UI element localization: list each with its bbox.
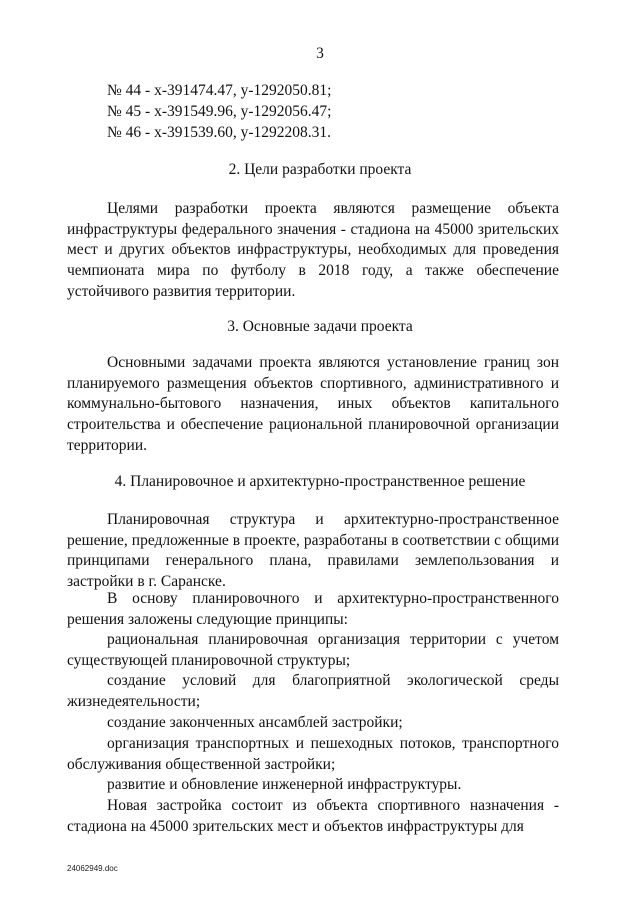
principle-item: создание условий для благоприятной экологической среды жизнедеятельности; — [67, 672, 559, 710]
file-name-footer: 24062949.doc — [67, 864, 118, 873]
section-heading-planning: 4. Планировочное и архитектурно-пространственное решение — [114, 473, 526, 490]
tasks-paragraph: Основными задачами проекта являются установление границ зон планируемого размещения объектов спортивного, административного и коммунально-бытового назначения, иных объектов капитального строительства и обеспечение рациональной планировочной организации территории. — [67, 354, 559, 454]
principle-item: создание законченных ансамблей застройки; — [107, 714, 403, 731]
page-number: 3 — [316, 45, 324, 62]
section-heading-tasks: 3. Основные задачи проекта — [227, 318, 413, 335]
principle-item: организация транспортных и пешеходных потоков, транспортного обслуживания общественной застройки; — [67, 735, 559, 773]
principle-item: рациональная планировочная организация территории с учетом существующей планировочной структуры; — [67, 631, 559, 669]
principle-item: развитие и обновление инженерной инфраструктуры. — [107, 776, 462, 793]
coordinates-list — [107, 80, 331, 143]
coordinate-item: № 44 - x-391474.47, y-1292050.81; — [107, 82, 332, 99]
section-heading-goals: 2. Цели разработки проекта — [228, 161, 412, 178]
planning-paragraph: В основу планировочного и архитектурно-пространственного решения заложены следующие принципы: — [67, 590, 559, 628]
goals-paragraph: Целями разработки проекта являются размещение объекта инфраструктуры федерального значения - стадиона на 45000 зрительских мест и других объектов инфраструктуры, необходимых для проведения чемпионата мира по футболу в 2018 году, а также обеспечение устойчивого развития территории. — [67, 200, 559, 300]
coordinate-item: № 46 - x-391539.60, y-1292208.31. — [107, 124, 332, 141]
planning-paragraph: Новая застройка состоит из объекта спортивного назначения - стадиона на 45000 зрительских мест и объектов инфраструктуры для — [67, 797, 559, 835]
coordinate-item: № 45 - x-391549.96, y-1292056.47; — [107, 103, 332, 120]
planning-paragraph: Планировочная структура и архитектурно-пространственное решение, предложенные в проекте, разработаны в соответствии с общими принципами генерального плана, правилами землепользования и застройки в г. Саранске. — [67, 511, 559, 591]
